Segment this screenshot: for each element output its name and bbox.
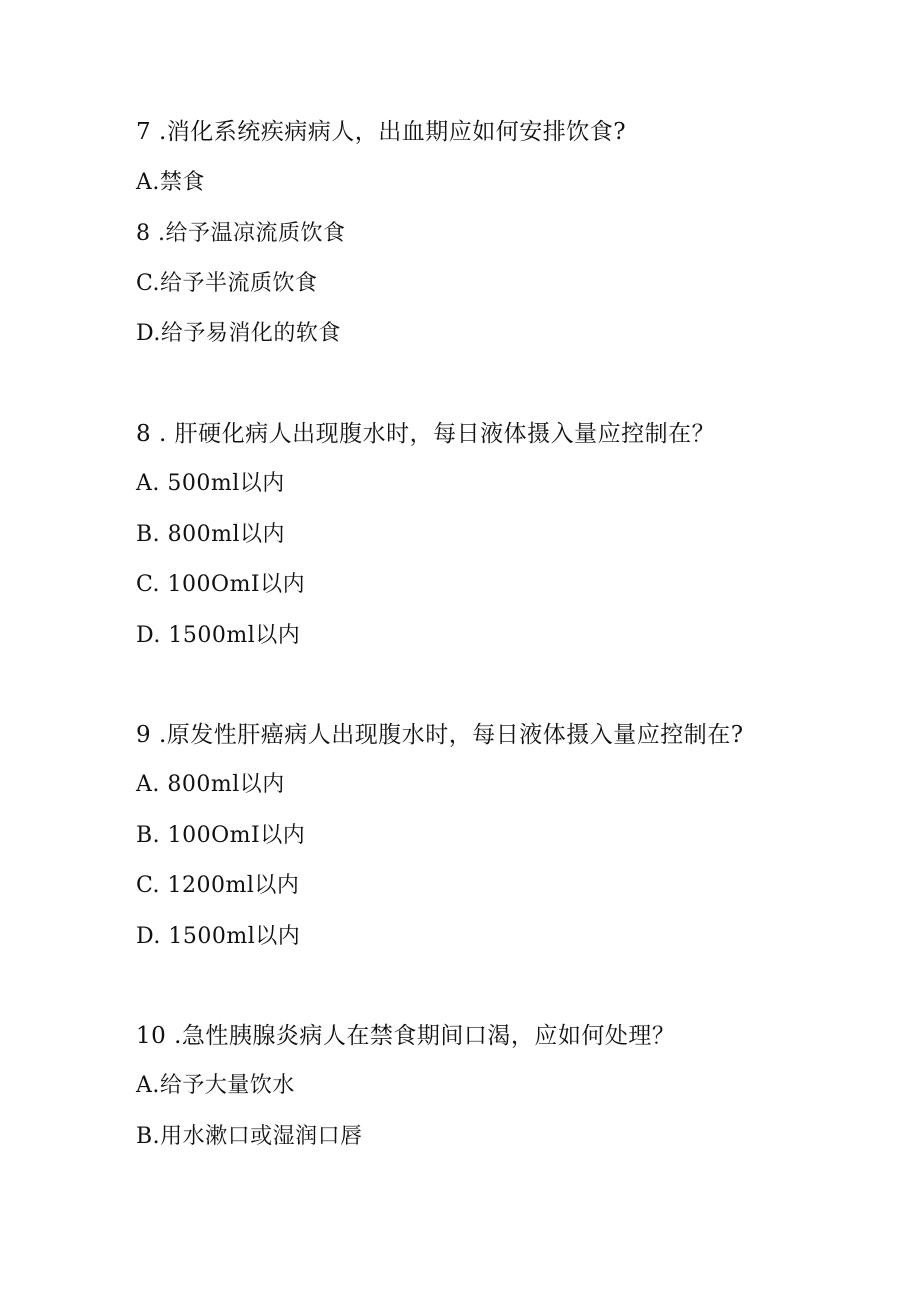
question-text: 10 .急性胰腺炎病人在禁食期间口渴，应如何处理？ <box>136 1023 676 1049</box>
option-text: A. 500ml以内 <box>136 471 285 496</box>
option-text: 8 .给予温凉流质饮食 <box>136 221 346 246</box>
option-text: C. 100OmI以内 <box>136 572 306 597</box>
option-text: D.给予易消化的软食 <box>136 321 341 346</box>
option-text: A.给予大量饮水 <box>136 1073 295 1098</box>
option-text: A. 800ml以内 <box>136 772 285 797</box>
question-text: 8 . 肝硬化病人出现腹水时，每日液体摄入量应控制在？ <box>136 421 716 447</box>
option-text: B. 800ml以内 <box>136 522 286 547</box>
question-text: 7 .消化系统疾病病人，出血期应如何安排饮食? <box>136 119 627 145</box>
option-text: A.禁食 <box>136 170 205 195</box>
option-text: B.用水漱口或湿润口唇 <box>136 1124 363 1149</box>
option-text: C.给予半流质饮食 <box>136 271 318 296</box>
option-text: D. 1500ml以内 <box>136 924 301 949</box>
option-text: D. 1500ml以内 <box>136 623 301 648</box>
option-text: C. 1200ml以内 <box>136 873 300 898</box>
question-text: 9 .原发性肝癌病人出现腹水时，每日液体摄入量应控制在? <box>136 722 744 748</box>
option-text: B. 100OmI以内 <box>136 823 306 848</box>
